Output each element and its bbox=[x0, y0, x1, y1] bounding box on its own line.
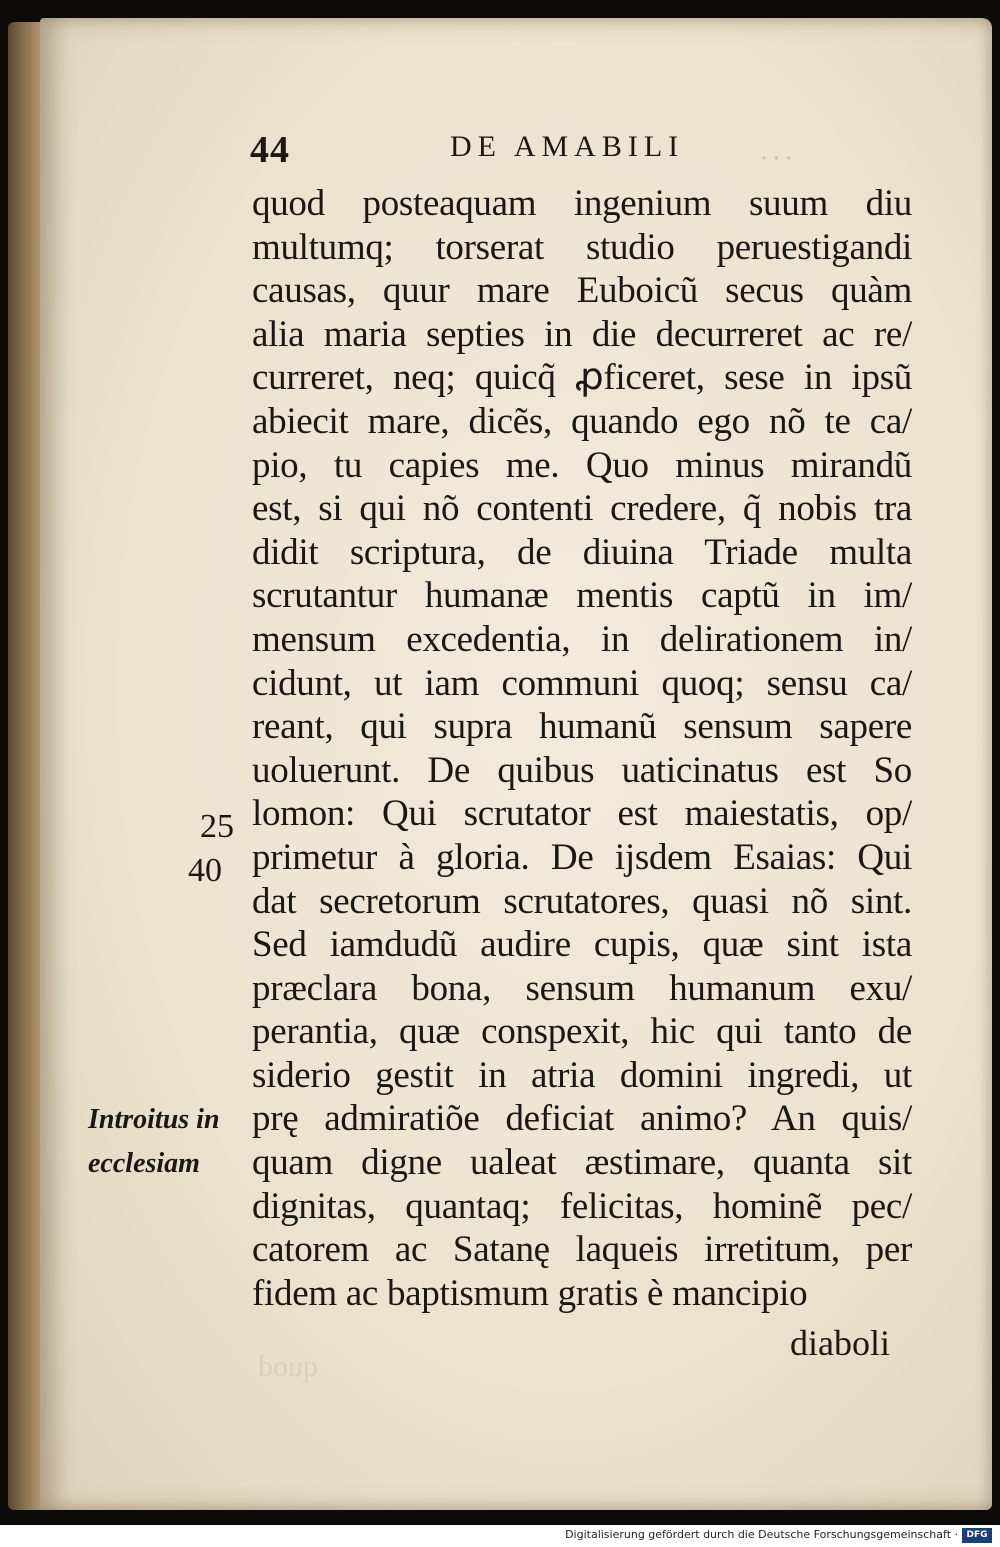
bleed-through-text: ... bbox=[760, 136, 797, 166]
text-line: alia maria septies in die decurreret ac re/ bbox=[252, 313, 912, 355]
text-line: pio, tu capies me. Quo minus mirandũ bbox=[252, 444, 912, 486]
text-line: catorem ac Satanę laqueis irretitum, per bbox=[252, 1229, 912, 1271]
text-line: quam digne ualeat æstimare, quanta sit bbox=[252, 1142, 912, 1184]
text-line: dat secretorum scrutatores, quasi nõ sint. bbox=[252, 880, 912, 922]
text-line: multumq; torserat studio peruestigandi bbox=[252, 226, 912, 268]
text-line: est, si qui nõ contenti credere, q̃ nobis tra bbox=[252, 488, 912, 530]
dfg-logo-icon: DFG bbox=[962, 1528, 992, 1543]
text-line: Sed iamdudũ audire cupis, quæ sint ista bbox=[252, 924, 912, 966]
text-line: abiecit mare, dicẽs, quando ego nõ te ca/ bbox=[252, 400, 912, 442]
text-line: primetur à gloria. De ijsdem Esaias: Qui bbox=[252, 836, 912, 878]
text-line: præclara bona, sensum humanum exu/ bbox=[252, 967, 912, 1009]
side-note-line: Introitus in bbox=[88, 1104, 220, 1135]
side-note-line: ecclesiam bbox=[88, 1148, 200, 1179]
text-line: prę admiratiõe deficiat animo? An quis/ bbox=[252, 1098, 912, 1140]
margin-number: 25 bbox=[200, 808, 234, 845]
margin-number: 40 bbox=[188, 852, 222, 889]
footer-credit: Digitalisierung gefördert durch die Deutsche Forschungsgemeinschaft · bbox=[565, 1528, 958, 1541]
text-line: perantia, quæ conspexit, hic qui tanto de bbox=[252, 1011, 912, 1053]
footer-bar bbox=[0, 1525, 1000, 1547]
text-line: didit scriptura, de diuina Triade multa bbox=[252, 531, 912, 573]
page-number: 44 bbox=[250, 129, 290, 171]
text-line: siderio gestit in atria domini ingredi, ut bbox=[252, 1054, 912, 1096]
side-note bbox=[88, 1098, 248, 1186]
running-title: DE AMABILI bbox=[450, 130, 685, 163]
text-line: quod posteaquam ingenium suum diu bbox=[252, 183, 912, 224]
catchword: diaboli bbox=[790, 1323, 890, 1363]
text-line: lomon: Qui scrutator est maiestatis, op/ bbox=[252, 793, 912, 835]
text-line: fidem ac baptismum gratis è mancipio bbox=[252, 1272, 808, 1314]
text-line: dignitas, quantaq; felicitas, hominẽ pec/ bbox=[252, 1185, 912, 1227]
main-text bbox=[252, 182, 912, 1315]
text-line: uoluerunt. De quibus uaticinatus est So bbox=[252, 749, 912, 791]
text-line: curreret, neq; quicq̃ ꝓficeret, sese in ipsũ bbox=[252, 357, 912, 399]
text-line: mensum excedentia, in delirationem in/ bbox=[252, 618, 912, 660]
text-line: reant, qui supra humanũ sensum sapere bbox=[252, 706, 912, 748]
running-head bbox=[250, 128, 810, 171]
text-line: causas, quur mare Euboicũ secus quàm bbox=[252, 270, 912, 312]
text-line: scrutantur humanæ mentis captũ in im/ bbox=[252, 575, 912, 617]
ghost-text: quod bbox=[258, 1350, 318, 1383]
text-line: cidunt, ut iam communi quoq; sensu ca/ bbox=[252, 662, 912, 704]
